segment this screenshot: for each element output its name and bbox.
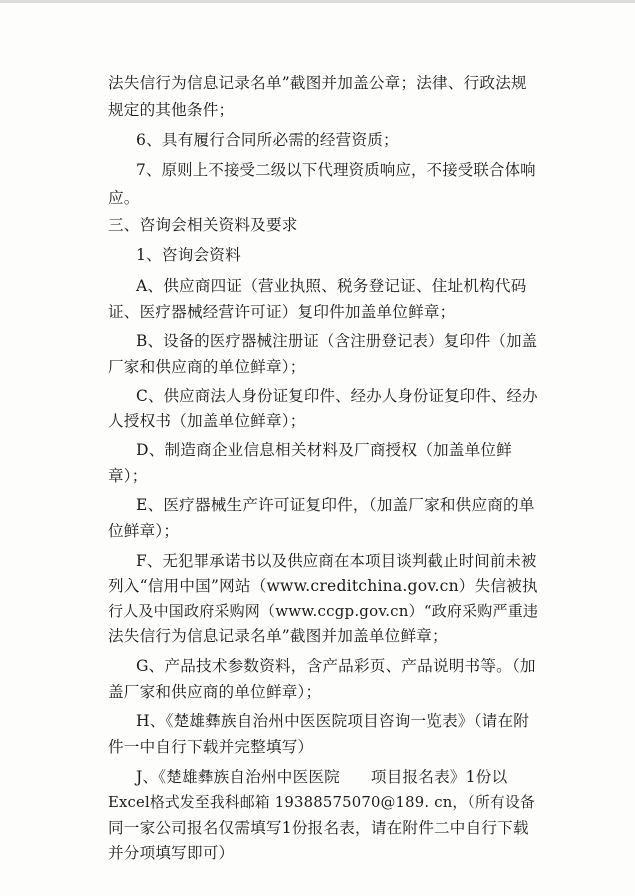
text-line: A、供应商四证（营业执照、税务登记证、住址机构代码 <box>136 277 527 295</box>
text-line: 位鲜章）； <box>108 522 180 540</box>
text-line: G、产品技术参数资料，含产品彩页、产品说明书等。（加 <box>136 657 536 675</box>
text-line: J、《楚雄彝族自治州中医医院 项目报名表》1份以 <box>136 768 508 786</box>
page-top-edge <box>0 0 635 3</box>
text-line: C、供应商法人身份证复印件、经办人身份证复印件、经办 <box>136 387 538 405</box>
text-line: H、《楚雄彝族自治州中医医院项目咨询一览表》（请在附 <box>136 712 530 730</box>
text-line: 法失信行为信息记录名单”截图并加盖公章；法律、行政法规 <box>108 74 527 92</box>
text-line: 件一中自行下载并完整填写） <box>108 738 314 756</box>
text-line: F、无犯罪承诺书以及供应商在本项目谈判截止时间前未被 <box>136 552 537 570</box>
text-line: 法失信行为信息记录名单”截图并加盖单位鲜章； <box>108 627 448 645</box>
text-line: 列入“信用中国”网站（www.creditchina.gov.cn）失信被执 <box>108 577 538 595</box>
text-line: 6、具有履行合同所必需的经营资质； <box>136 131 399 149</box>
text-line: 人授权书（加盖单位鲜章）； <box>108 412 306 430</box>
text-line: 7、原则上不接受二级以下代理资质响应，不接受联合体响 <box>136 161 536 179</box>
text-line: D、制造商企业信息相关材料及厂商授权（加盖单位鲜 <box>136 441 512 459</box>
section-heading: 三、咨询会相关资料及要求 <box>108 216 298 234</box>
text-line: 应。 <box>108 189 140 207</box>
text-line: 厂家和供应商的单位鲜章）； <box>108 358 306 376</box>
text-line: Excel格式发至我科邮箱 19388575070@189. cn，（所有设备 <box>108 794 536 811</box>
text-line: 行人及中国政府采购网（www.ccgp.gov.cn）“政府采购严重违 <box>108 602 539 620</box>
text-line: 盖厂家和供应商的单位鲜章）； <box>108 683 322 701</box>
text-line: 证、医疗器械经营许可证）复印件加盖单位鲜章； <box>108 303 456 321</box>
text-line: 并分项填写即可） <box>108 844 235 862</box>
text-line: B、设备的医疗器械注册证（含注册登记表）复印件（加盖 <box>136 332 538 350</box>
text-line: 规定的其他条件； <box>108 101 235 119</box>
text-line: 章）； <box>108 467 148 485</box>
text-line: E、医疗器械生产许可证复印件，（加盖厂家和供应商的单 <box>136 496 535 514</box>
subsection-heading: 1、咨询会资料 <box>136 246 241 264</box>
text-line: 同一家公司报名仅需填写1份报名表，请在附件二中自行下载 <box>108 819 529 837</box>
